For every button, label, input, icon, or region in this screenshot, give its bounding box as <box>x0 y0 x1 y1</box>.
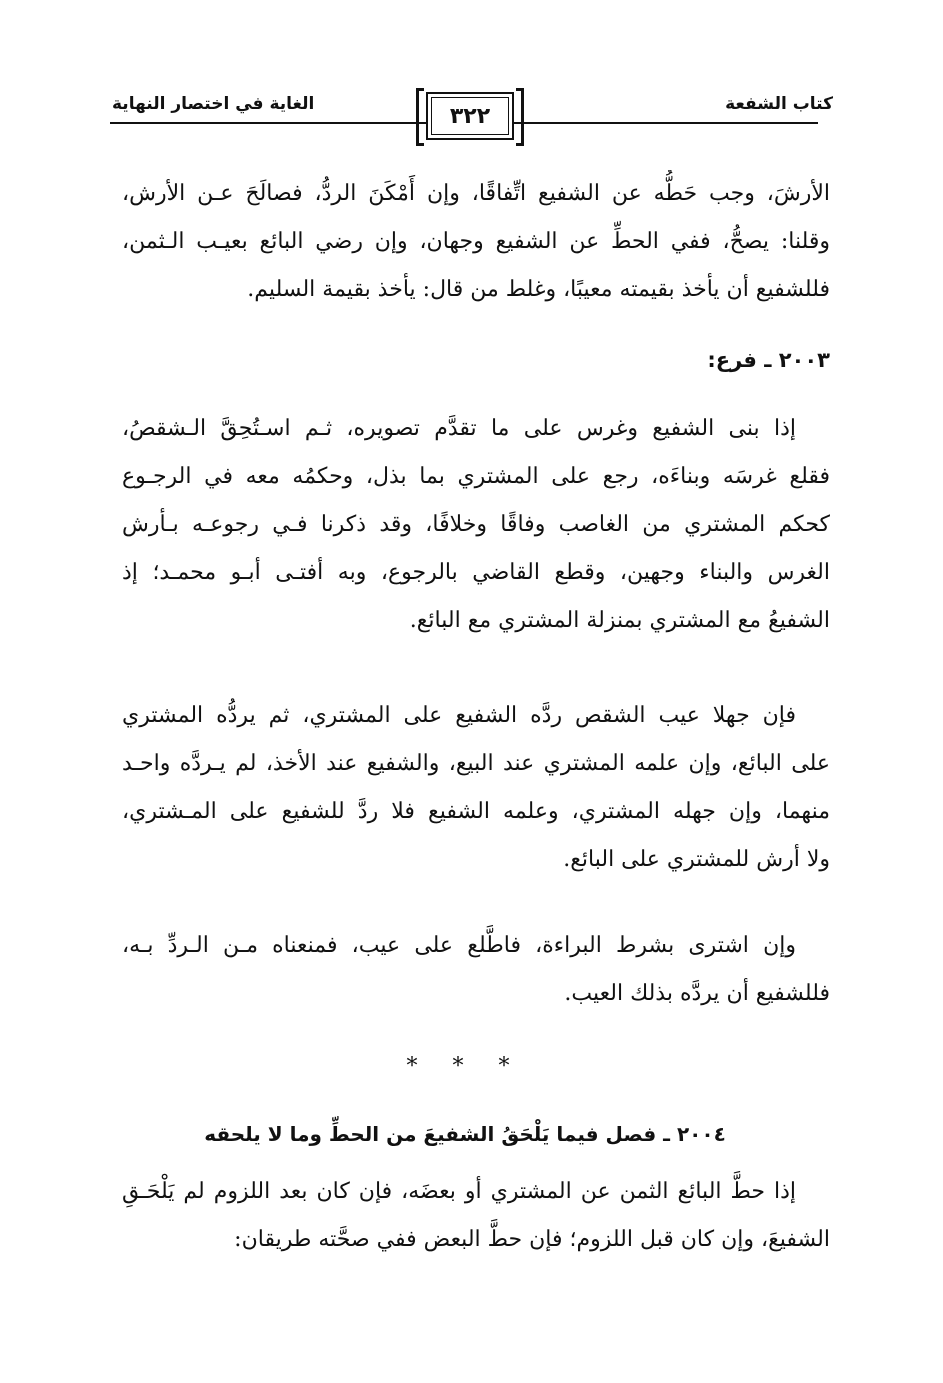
branch-heading: ٢٠٠٣ ـ فرع: <box>707 348 830 372</box>
page-number: ٣٢٢ <box>449 104 491 129</box>
page-number-frame <box>426 92 514 140</box>
text-line: فللشفيع أن يردَّه بذلك العيب. <box>564 981 830 1006</box>
text-line: فللشفيع أن يأخذ بقيمته معيبًا، وغلط من قال: يأخذ بقيمة السليم. <box>247 277 830 302</box>
text-line: وإن اشترى بشرط البراءة، فاطَّلع على عيب، فمنعناه مـن الـردِّ بـه، <box>122 933 796 958</box>
paragraph-branch <box>122 405 830 645</box>
text-line: على البائع، وإن علمه المشتري عند البيع، والشفيع عند الأخذ، لم يـردَّه واحـد <box>122 751 830 776</box>
text-line: الشفيعَ، وإن كان قبل اللزوم؛ فإن حطَّ البعض ففي صحَّته طريقان: <box>234 1227 830 1252</box>
text-line: وقلنا: يصحُّ، ففي الحطِّ عن الشفيع وجهان، وإن رضي البائع بعيـب الـثمن، <box>122 229 830 254</box>
frame-bracket-left <box>416 88 424 146</box>
text-line: كحكم المشتري من الغاصب وفاقًا وخلافًا، وقد ذكرنا فـي رجوعـه بـأرش <box>122 512 830 537</box>
book-title: الغاية في اختصار النهاية <box>112 94 315 114</box>
text-line: الأرشَ، وجب حَطُّه عن الشفيع اتِّفاقًا، وإن أَمْكَنَ الردُّ، فصالَحَ عـن الأرش، <box>122 181 830 206</box>
paragraph-warranty <box>122 922 830 1018</box>
chapter-title: كتاب الشفعة <box>725 94 833 114</box>
paragraph-continued <box>122 170 830 314</box>
text-line: الغرس والبناء وجهين، وقطع القاضي بالرجوع، وبه أفتـى أبـو محمـد؛ إذ <box>122 560 830 585</box>
paragraph-defect <box>122 692 830 884</box>
section-separator: * * * <box>406 1054 524 1079</box>
text-line: فقلع غرسَه وبناءَه، رجع على المشتري بما بذل، وحكمُه معه في الرجـوع <box>122 464 830 489</box>
section-heading: ٢٠٠٤ ـ فصل فيما يَلْحَقُ الشفيعَ من الحطِّ وما لا يلحقه <box>204 1122 726 1146</box>
frame-bracket-right <box>516 88 524 146</box>
text-line: الشفيعُ مع المشتري بمنزلة المشتري مع البائع. <box>409 608 830 633</box>
text-line: إذا حطَّ البائع الثمن عن المشتري أو بعضَه، فإن كان بعد اللزوم لم يَلْحَـقِ <box>122 1179 796 1204</box>
text-line: منهما، وإن جهله المشتري، وعلمه الشفيع فلا ردَّ للشفيع على المـشتري، <box>122 799 830 824</box>
paragraph-reduction <box>122 1168 830 1264</box>
text-line: إذا بنى الشفيع وغرس على ما تقدَّم تصويره، ثـم اسـتُحِقَّ الـشقصُ، <box>122 416 796 441</box>
text-line: ولا أرش للمشتري على البائع. <box>563 847 830 872</box>
text-line: فإن جهلا عيب الشقص ردَّه الشفيع على المشتري، ثم يردُّه المشتري <box>122 703 796 728</box>
